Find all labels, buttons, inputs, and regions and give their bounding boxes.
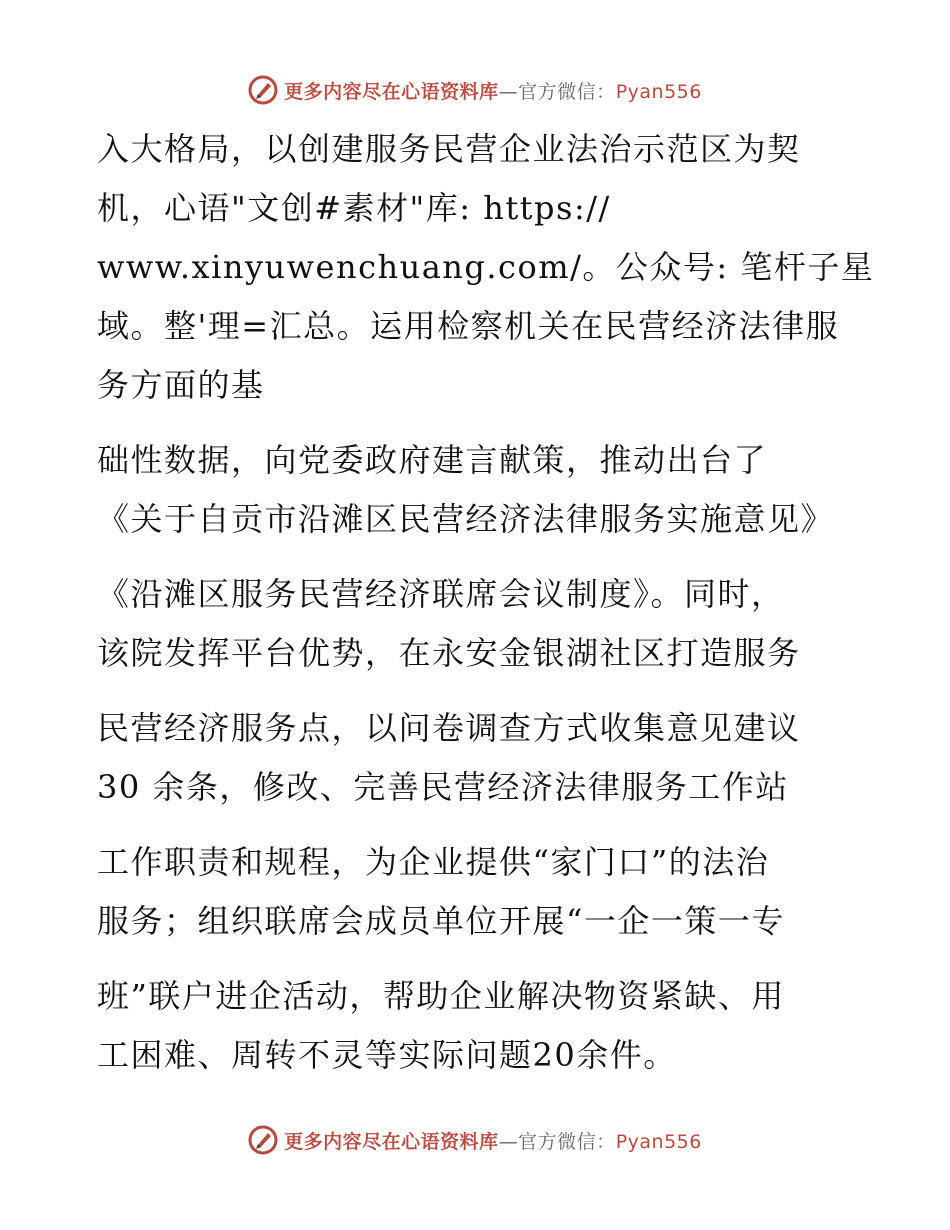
- pen-logo-icon: [248, 1125, 278, 1155]
- banner-main-text: 更多内容尽在心语资料库: [284, 80, 499, 103]
- paragraph-4: [97, 699, 857, 817]
- text-line: 班”联户进企活动，帮助企业解决物资紧缺、用: [97, 977, 785, 1015]
- header-banner: [0, 70, 950, 110]
- text-line: 《关于自贡市沿滩区民营经济法律服务实施意见》: [97, 500, 835, 538]
- text-line: 《沿滩区服务民营经济联席会议制度》。同时，: [97, 575, 785, 613]
- text-line: 民营经济服务点，以问卷调查方式收集意见建议: [97, 709, 801, 747]
- banner-dash: —: [498, 1130, 519, 1153]
- text-line: 域。整'理=汇总。运用检察机关在民营经济法律服: [97, 307, 840, 345]
- banner-wechat-label: 官方微信：: [518, 80, 616, 103]
- paragraph-2: [97, 431, 857, 549]
- banner-text: [284, 77, 702, 104]
- footer-banner: [0, 1120, 950, 1160]
- text-line: 入大格局，以创建服务民营企业法治示范区为契: [97, 130, 801, 168]
- text-line: 30 余条，修改、完善民营经济法律服务工作站: [97, 768, 789, 806]
- text-line: 服务；组织联席会成员单位开展“一企一策一专: [97, 902, 785, 940]
- paragraph-3: [97, 565, 857, 683]
- text-line: 务方面的基: [97, 366, 265, 404]
- text-line: www.xinyuwenchuang.com/。公众号: 笔杆子星: [97, 248, 875, 286]
- banner-wechat-label: 官方微信：: [518, 1130, 616, 1153]
- text-line: 机，心语"文创#素材"库: https://: [97, 189, 611, 227]
- text-line: 工困难、周转不灵等实际问题20余件。: [97, 1036, 677, 1074]
- text-line: 础性数据，向党委政府建言献策，推动出台了: [97, 441, 768, 479]
- document-body: [97, 120, 875, 1085]
- pen-logo-icon: [248, 75, 278, 105]
- banner-text: [284, 1127, 702, 1154]
- paragraph-6: [97, 967, 857, 1085]
- text-line: 工作职责和规程，为企业提供“家门口”的法治: [97, 843, 770, 881]
- text-line: 该院发挥平台优势，在永安金银湖社区打造服务: [97, 634, 801, 672]
- paragraph-1: [97, 120, 875, 415]
- banner-wechat-id: Pyan556: [615, 1130, 702, 1153]
- banner-wechat-id: Pyan556: [615, 80, 702, 103]
- banner-dash: —: [498, 80, 519, 103]
- paragraph-5: [97, 833, 857, 951]
- banner-main-text: 更多内容尽在心语资料库: [284, 1130, 499, 1153]
